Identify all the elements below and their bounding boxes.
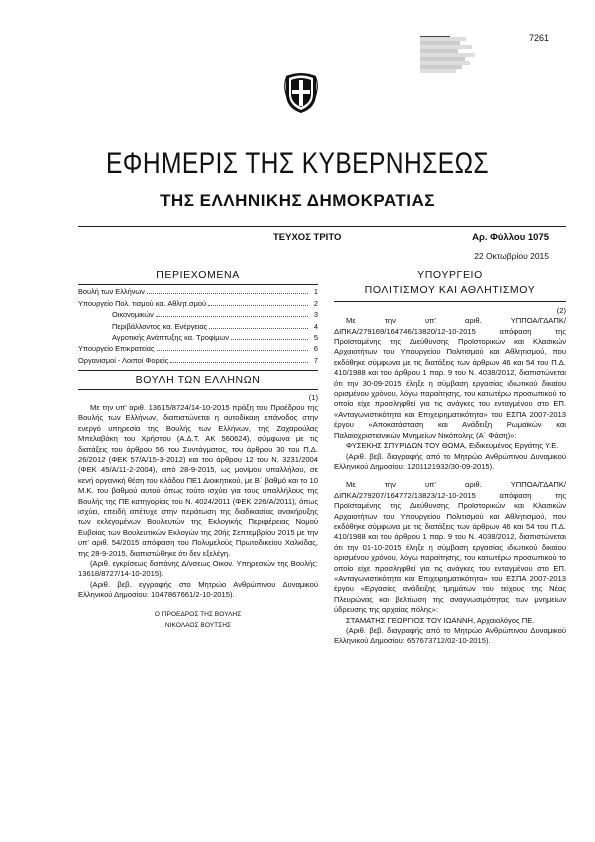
toc-item[interactable]: Οργανισμοί - Λοιποί Φορείς 7 (78, 355, 318, 365)
header-rule (78, 226, 566, 227)
decision-text: (Αριθ. εγκρίσεως δαπάνης Δ/νσεως Οικον. Υπηρεσιών της Βουλής: 13618/8727/14-10-2015). (78, 559, 318, 579)
section-rule (78, 370, 318, 371)
toc-rule (78, 284, 318, 285)
sheet-number: Αρ. Φύλλου 1075 (472, 232, 549, 243)
decision-text: Με την υπ' αριθ. 13615/8724/14-10-2015 πράξη του Προέδρου της Βουλής των Ελλήνων, διαπιστώνεται η αυτοδίκαιη επάνοδος στην ενεργό υπηρεσία της Βουλής των Ελλήνων, της Ζαχαρούλας Μπελαβάκη του Χρήστου (Α.Δ.Τ. ΑΚ 560624), σύμφωνα με τις διατάξεις του άρθρου 56 του Συντάγματος, του άρθρου 30 του Π.Δ. 26/2012 (ΦΕΚ 57/Α/15-3-2012) και του άρθρου 12 του Ν. 3231/2004 (ΦΕΚ 45/Α/11-2-2004), από 28-9-2015, ως μονίμου υπαλλήλου, σε κενή οργανική θέση του κλάδου ΠΕ1 Διοικητικού, με Β΄ βαθμό και το 10 Μ.Κ. του βαθμού αυτού όπως τούτο ισχύει για τους υπαλλήλους της Βουλής της ΠΕ κατηγορίας του Ν. 4024/2011 (ΦΕΚ 226/Α/2011), όπως ισχύει, επειδή απέτυχε στην περάτωση της διαδικασίας ανακήρυξης των εκλεγομένων Βουλευτών της Εκλογικής Περιφέρειας Νομού Ευβοίας των Βουλευτικών Εκλογών της 20ής Σεπτεμβρίου 2015 με την υπ' αριθ. 54/2015 απόφαση του Πολυμελούς Πρωτοδικείου Χαλκίδας, της 28-9-2015, διαπιστώθηκε ότι δεν εξελέγη. (78, 402, 318, 558)
toc-item[interactable]: Αγροτικής Ανάπτυξης κα. Τροφίμων 5 (112, 332, 318, 342)
employee-name: ΣΤΑΜΑΤΗΣ ΓΕΩΡΓΙΟΣ ΤΟΥ ΙΩΑΝΝΗ, Αρχαιολόγος ΠΕ. (346, 615, 535, 625)
left-column (78, 270, 318, 631)
toc-item[interactable]: Υπουργείο Επικρατείας 6 (78, 344, 318, 354)
right-column (334, 270, 566, 647)
toc-item[interactable]: Βουλή των Ελλήνων 1 (78, 287, 318, 297)
decision-text: Με την υπ' αριθ. ΥΠΠΟΑ/ΓΔΑΠΚ/ΔΙΠΚΑ/279169/164746/13820/12-10-2015 απόφαση της Προϊσταμένης της Διεύθυνσης Προϊστορικών και Κλασικών Αρχαιοτήτων του Υπουργείου Πολιτισμού και Αθλητισμού, που εκδόθηκε σύμφωνα με τις διατάξεις των άρθρων 46 και 54 του Π.Δ. 410/1988 και του άρθρου 1 παρ. 9 του Ν. 4038/2012, διαπιστώνεται ότι την 30-09-2015 έληξε η σύμβαση εργασίας ιδιωτικού δικαίου ορισμένου χρόνου, λόγω παραίτησης, του κατωτέρω προσωπικού το οποίο είχε προσληφθεί για τις ανάγκες του ενταγμένου στο ΕΠ. «Ανταγωνιστικότητα και Επιχειρηματικότητα» του ΕΣΠΑ 2007-2013 έργου «Αποκατάσταση και Ανάδειξη Ρωμαϊκών και Παλαιοχριστιανικών Μνημείων Νικόπολης (Α΄ Φάση)»: (334, 316, 566, 440)
issue-date: 22 Οκτωβρίου 2015 (474, 251, 549, 261)
toc-item[interactable]: Περιβάλλοντος κα. Ενέργειας 4 (112, 321, 318, 331)
page-number: 7261 (528, 33, 549, 43)
registry-note: (Αριθ. βεβ. διαγραφής από το Μητρώο Ανθρώπινου Δυναμικού Ελληνικού Δημοσίου: 657673712/02-10-2015). (334, 626, 566, 646)
greek-coat-of-arms-icon (284, 70, 318, 114)
toc-item[interactable]: Υπουργείο Πολ. τισμού κα. Αθλητ.σμού 2 (78, 298, 318, 308)
ministry-heading: ΠΟΛΙΤΙΣΜΟΥ ΚΑΙ ΑΘΛΗΤΙΣΜΟΥ (364, 284, 536, 297)
issue-label: ΤΕΥΧΟΣ ΤΡΙΤΟ (273, 232, 342, 243)
table-of-contents (78, 287, 318, 367)
gazette-title: ΕΦΗΜΕΡΙΣ ΤΗΣ ΚΥΒΕΡΝΗΣΕΩΣ (105, 147, 489, 180)
publication-stamp (420, 32, 480, 73)
item-number: (1) (308, 392, 318, 402)
section-rule (334, 301, 566, 302)
registry-note: (Αριθ. βεβ. διαγραφής από το Μητρώο Ανθρώπινου Δυναμικού Ελληνικού Δημοσίου: 1201121932/30-09-2015). (334, 451, 566, 471)
toc-heading: ΠΕΡΙΕΧΟΜΕΝΑ (156, 269, 240, 281)
parliament-heading: ΒΟΥΛΗ ΤΩΝ ΕΛΛΗΝΩΝ (135, 374, 261, 387)
ministry-heading: ΥΠΟΥΡΓΕΙΟ (417, 269, 483, 281)
employee-name: ΦΥΣΕΚΗΣ ΣΠΥΡΙΔΩΝ ΤΟΥ ΘΩΜΑ, Ειδικευμένος Εργάτης Υ.Ε. (346, 441, 559, 451)
toc-item[interactable]: Οικονομικών 3 (112, 310, 318, 320)
signature-name: ΝΙΚΟΛΑΟΣ ΒΟΥΤΣΗΣ (164, 621, 232, 629)
section-rule (78, 389, 318, 390)
signature-role: Ο ΠΡΟΕΔΡΟΣ ΤΗΣ ΒΟΥΛΗΣ (154, 610, 242, 618)
gazette-subtitle: ΤΗΣ ΕΛΛΗΝΙΚΗΣ ΔΗΜΟΚΡΑΤΙΑΣ (160, 191, 435, 210)
decision-text: (Αριθ. βεβ. εγγραφής στο Μητρώο Ανθρώπινου Δυναμικού Ελληνικού Δημοσίου: 1047867661/2-10-2015). (78, 579, 318, 600)
item-number: (2) (556, 305, 566, 315)
decision-text: Με την υπ' αριθ. ΥΠΠΟΑ/ΓΔΑΠΚ/ΔΙΠΚΑ/279207/164772/13823/12-10-2015 απόφαση της Προϊσταμένης της Διεύθυνσης Προϊστορικών και Κλασικών Αρχαιοτήτων του Υπουργείου Πολιτισμού και Αθλητισμού, που εκδόθηκε σύμφωνα με τις διατάξεις των άρθρων 46 και 54 του Π.Δ. 410/1988 και του άρθρου 1 παρ. 9 του Ν. 4038/2012, διαπιστώνεται ότι την 01-10-2015 έληξε η σύμβαση εργασίας ιδιωτικού δικαίου ορισμένου χρόνου, λόγω παραίτησης, του κατωτέρω προσωπικού το οποίο είχε προσληφθεί για τις ανάγκες του ενταγμένου στο ΕΠ. «Ανταγωνιστικότητα και Επιχειρηματικότητα» του ΕΣΠΑ 2007-2013 έργου «Εργασίες ανάδειξης τμημάτων του τείχους της Νέας Πλευρώνας και βελτίωση της αναγνωσιμότητας των μνημείων ύδρευσης της αρχαίας πόλης»: (334, 480, 566, 615)
